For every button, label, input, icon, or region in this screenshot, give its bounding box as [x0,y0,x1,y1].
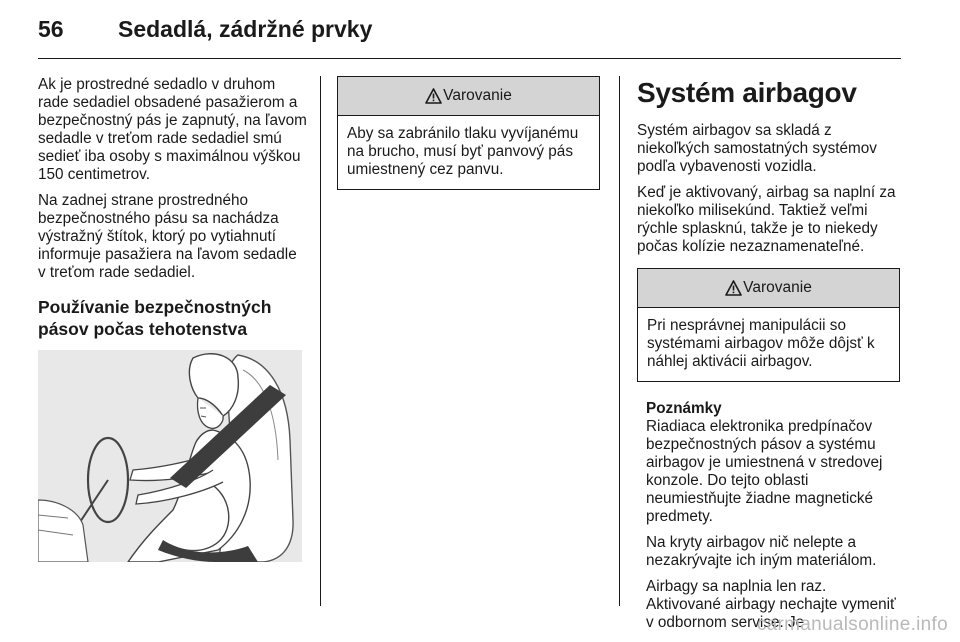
watermark: carmanualsonline.info [756,614,948,635]
paragraph: Ak je prostredné sedadlo v druhom rade sedadiel obsadené pasažierom a bezpečnostný pás je zapnutý, na ľavom sedadle v treťom rade sedadiel smú sedieť iba osoby s maximálnou výškou 150 centimetrov. [38,76,307,183]
warning-title: Varovanie [743,279,812,296]
warning-header [638,269,899,308]
column-middle [337,76,600,208]
paragraph: Systém airbagov sa skladá z niekoľkých samostatných systémov podľa vybavenosti vozidla. [637,122,877,175]
warning-title: Varovanie [443,87,512,104]
warning-box [337,76,600,190]
warning-text: Pri nesprávnej manipulácii so systémami airbagov môže dôjsť k náhlej aktivácii airbagov. [647,317,875,370]
column-divider-1 [320,76,321,606]
note-paragraph: Airbagy sa naplnia len raz. Aktivované airbagy nechajte vymeniť v odbornom servise. Je [646,578,896,631]
column-right [637,76,900,640]
note-paragraph: Na kryty airbagov nič nelepte a nezakrývajte ich iným materiálom. [646,534,877,569]
subheading: Používanie bezpečnostných pásov počas tehotenstva [38,297,272,339]
section-title: Sedadlá, zádržné prvky [118,16,373,42]
warning-box [637,268,900,382]
column-left [38,76,308,562]
page-number: 56 [38,16,64,42]
pregnant-seatbelt-illustration [38,350,302,562]
note-paragraph: Riadiaca elektronika predpínačov bezpečnostných pásov a systému airbagov je umiestnená v stredovej konzole. Do tejto oblasti neumiestňujte žiadne magnetické predmety. [646,418,883,525]
warning-triangle-icon [725,280,742,296]
main-heading: Systém airbagov [637,77,857,108]
header-rule [38,58,901,59]
warning-header [338,77,599,116]
paragraph: Keď je aktivovaný, airbag sa naplní za niekoľko milisekúnd. Taktiež veľmi rýchle splasknú, takže je to niekedy počas kolízie nezaznamenateľné. [637,184,896,255]
warning-text: Aby sa zabránilo tlaku vyvíjanému na brucho, musí byť panvový pás umiestnený cez panvu. [347,125,579,178]
note-block [619,400,900,632]
paragraph: Na zadnej strane prostredného bezpečnostného pásu sa nachádza výstražný štítok, ktorý po vytiahnutí informuje pasažiera na ľavom sedadle v treťom rade sedadiel. [38,192,297,281]
note-title: Poznámky [646,400,722,417]
warning-triangle-icon [425,88,442,104]
